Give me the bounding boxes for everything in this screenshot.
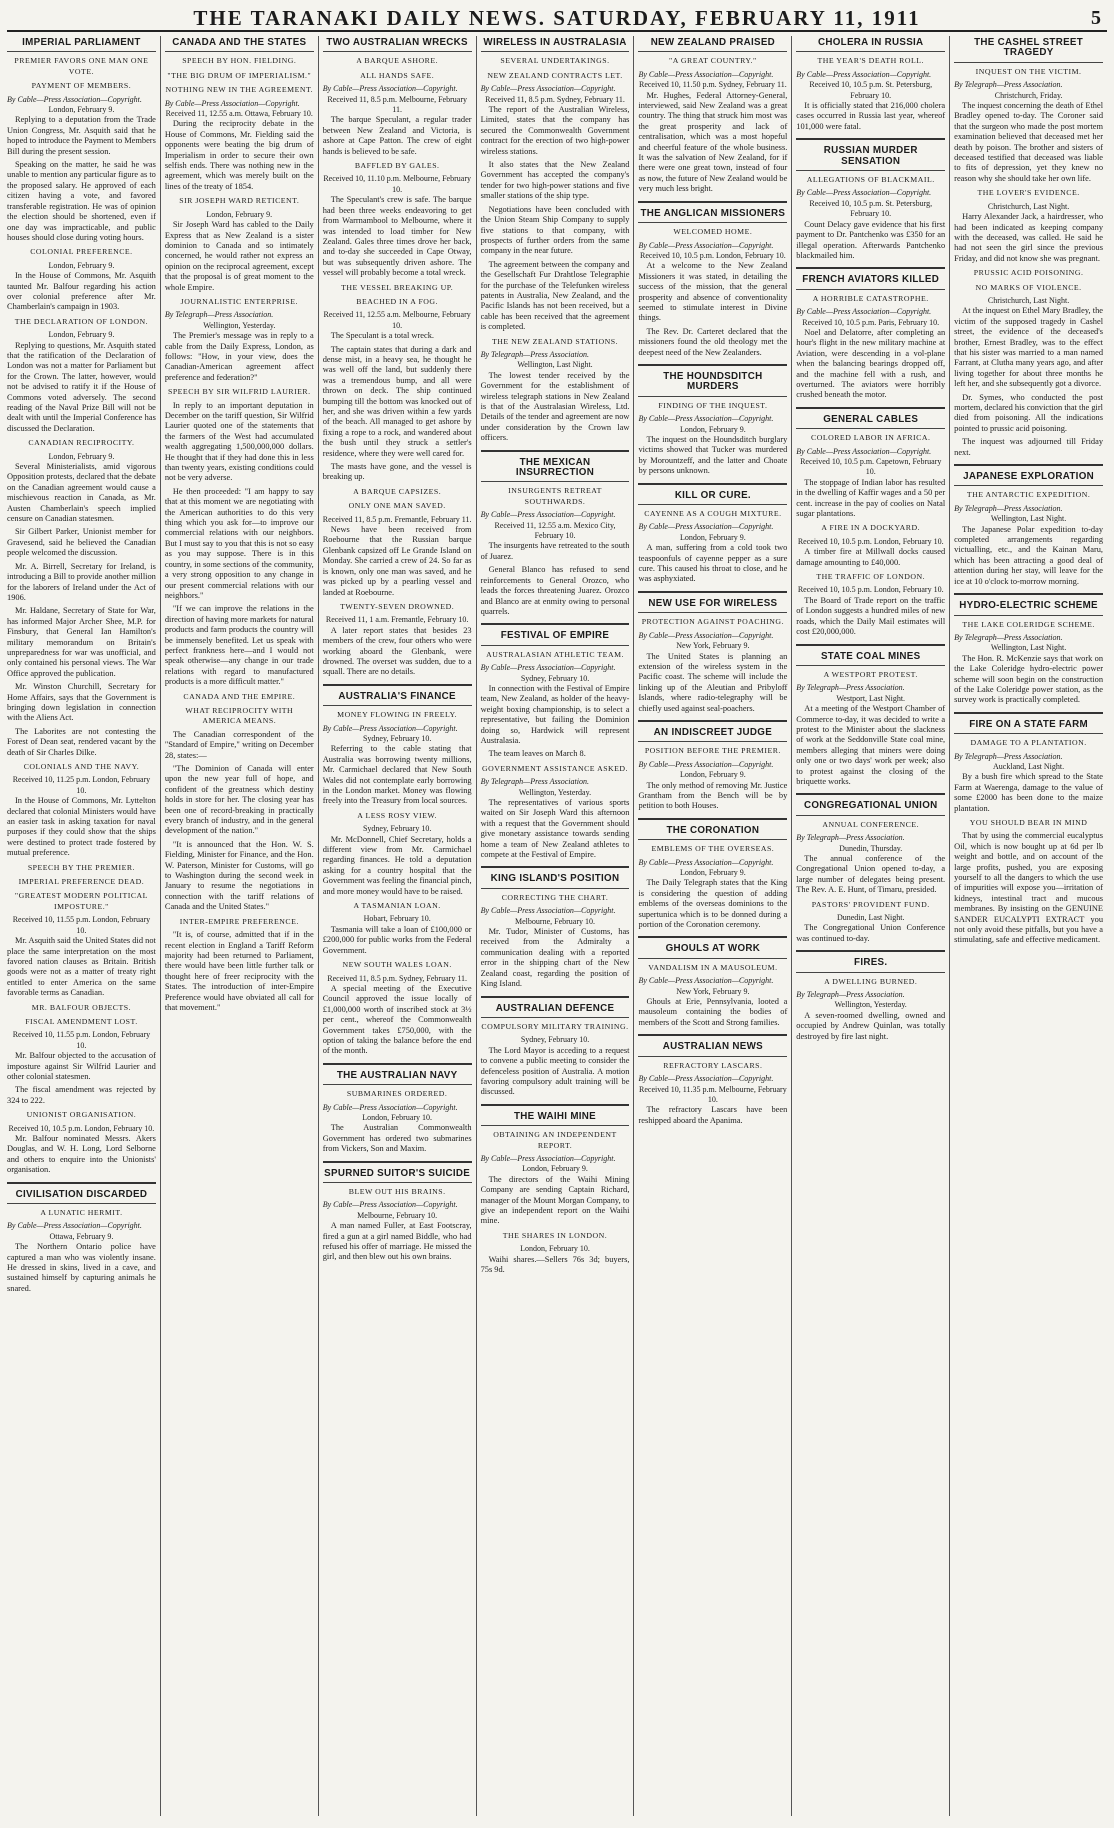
- subheading: VANDALISM IN A MAUSOLEUM.: [648, 962, 778, 972]
- dateline: Received 11, 12.55 a.m. Ottawa, February 10.: [165, 109, 313, 119]
- dateline: Received 10, 11.55 p.m. London, February 10.: [12, 1030, 151, 1050]
- byline: By Telegraph—Press Association.: [796, 990, 905, 1000]
- byline: By Cable—Press Association—Copyright.: [322, 1102, 458, 1112]
- byline: By Cable—Press Association—Copyright.: [322, 723, 458, 733]
- subheading: OBTAINING AN INDEPENDENT REPORT.: [493, 1130, 617, 1150]
- byline: By Cable—Press Association—Copyright.: [796, 188, 932, 198]
- article-text: "The Dominion of Canada will enter upon the new year full of hope, and confident of the greatness which destiny holds in store for her. The closing year has been one of record-breaking in practically every branch of industry, and in the general development of the nation.": [164, 764, 314, 836]
- byline: By Cable—Press Association—Copyright.: [480, 663, 616, 673]
- subheading: POSITION BEFORE THE PREMIER.: [644, 746, 781, 756]
- article-text: The Canadian correspondent of the "Standard of Empire," writing on December 28, states:—: [164, 729, 314, 760]
- dateline: Received 10, 11.10 p.m. Melbourne, February 10.: [323, 174, 471, 194]
- subheading: CANADA AND THE EMPIRE.: [183, 691, 296, 701]
- subheading: PRUSSIC ACID POISONING.: [973, 268, 1084, 278]
- subheading: BLEW OUT HIS BRAINS.: [348, 1187, 446, 1196]
- article-text: At a welcome to the New Zealand Missioners it was stated, in detailing the success of the mission, that the general prosperity and absence of conventionality seemed to stimulate interest in Divine things.: [638, 261, 788, 323]
- article-heading: STATE COAL MINES: [796, 644, 945, 666]
- dateline: Received 11, 8.5 p.m. Sydney, February 11.: [485, 94, 625, 104]
- article-text: The Northern Ontario police have captured a man who was violently insane. He dressed in skins, lived in a cave, and sustained himself by capturing animals he snared.: [7, 1242, 156, 1293]
- byline: By Cable—Press Association—Copyright.: [638, 240, 774, 250]
- article-text: The Premier's message was in reply to a cable from the Daily Express, London, as follows: "How, in your view, does the Canadian-American agreement affect preference and federation?": [164, 331, 314, 382]
- article-text: A special meeting of the Executive Council approved the issue locally of £1,000,000 worth of inscribed stock at 3½ per cent., whereof the Commonwealth Government takes £750,000, with the option of taking the balance before the end of the month.: [322, 983, 472, 1056]
- article-text: Sir Gilbert Parker, Unionist member for Gravesend, said he believed the Canadian people welcomed the discussion.: [7, 527, 156, 558]
- article-text: Mr. Hughes, Federal Attorney-General, interviewed, said New Zealand was a great country. The thing that struck him most was the great prosperity and lack of centralisation, which was a most hopeful and cheerful feature of the whole business. It was the salvation of New Zealand, for if there were one great town, instead of four as now, the future of New Zealand would be very much less bright.: [638, 90, 788, 194]
- subheading: THE NEW ZEALAND STATIONS.: [491, 336, 619, 346]
- article-text: The agreement between the company and the Gesellschaft Fur Drahtlose Telegraphie for the purchase of the Telefunken wireless patents in Australia, New Zealand, and the Pacific Islands has not been received, but a cable has been received that the agreement is completed.: [480, 259, 630, 332]
- article-text: In connection with the Festival of Empire team, New Zealand, as holder of the heavy-weight boxing championship, is to select a representative, but failing the Dominion doing so, Hardwick will represent Australasia.: [480, 683, 630, 745]
- byline: By Telegraph—Press Association.: [954, 80, 1063, 90]
- subheading: A BARQUE ASHORE.: [356, 56, 439, 66]
- article-heading: AUSTRALIA'S FINANCE: [323, 684, 472, 706]
- column-heading: TWO AUSTRALIAN WRECKS: [323, 38, 472, 52]
- article-heading: THE CORONATION: [638, 818, 787, 840]
- subheading: INSURGENTS RETREAT SOUTHWARDS.: [508, 486, 602, 506]
- article-text: Replying to questions, Mr. Asquith stated that the ratification of the Declaration of London was not a matter for Parliament but for the Crown. The latter, however, would not be advised to ratify it if the House of Commons voted adversely. The second reading of the Naval Prize Bill will not be dealt with until the Imperial Conference has discussed the Declaration.: [7, 340, 156, 433]
- dateline: London, February 9.: [48, 330, 115, 340]
- column-heading: THE CASHEL STREET TRAGEDY: [954, 38, 1103, 63]
- dateline: Sydney, February 10.: [362, 824, 432, 834]
- dateline: Christchurch, Last Night.: [987, 295, 1070, 305]
- dateline: Received 10, 10.5 p.m. Capetown, February 10.: [800, 457, 942, 477]
- article-text: The Rev. Dr. Carteret declared that the missioners found the old theology met the deepest need of the New Zealanders.: [638, 326, 788, 357]
- subheading: CORRECTING THE CHART.: [501, 892, 609, 902]
- byline: By Telegraph—Press Association.: [954, 632, 1063, 642]
- masthead-title: THE TARANAKI DAILY NEWS. SATURDAY, FEBRUARY 11, 1911: [193, 6, 921, 30]
- byline: By Cable—Press Association—Copyright.: [164, 98, 300, 108]
- dateline: London, February 10.: [520, 1244, 590, 1254]
- article-heading: HYDRO-ELECTRIC SCHEME: [954, 593, 1103, 615]
- subheading: NO MARKS OF VIOLENCE.: [975, 282, 1082, 292]
- article-text: The insurgents have retreated to the south of Juarez.: [480, 541, 630, 561]
- subheading: THE YEAR'S DEATH ROLL.: [817, 56, 924, 66]
- article-heading: AUSTRALIAN DEFENCE: [481, 996, 630, 1018]
- article-heading: FIRES.: [796, 950, 945, 972]
- subheading: REFRACTORY LASCARS.: [663, 1060, 763, 1070]
- article-text: "It is, of course, admitted that if in the recent election in England a Tariff Reform majority had been returned to Parliament, there would have been little further talk or thought here of freer reciprocity with the States. The introduction of inter-Empire Preference would have obviated all call for that movement.": [164, 930, 314, 1012]
- subheading: PASTORS' PROVIDENT FUND.: [811, 899, 930, 909]
- article-text: The Hon. R. McKenzie says that work on the Lake Coleridge hydro-electric power scheme will soon begin on the construction of the Lake Coleridge power station, as the survey work is practically completed.: [954, 653, 1104, 705]
- article-heading: CONGREGATIONAL UNION: [796, 793, 945, 815]
- byline: By Telegraph—Press Association.: [796, 683, 905, 693]
- article-text: The captain states that during a dark and dense mist, in a heavy sea, he thought he was well off the land, but suddenly there was a tremendous bump, and all were thrown on deck. The ship continued bumping till the bottom was knocked out of her, and she was driven within a few yards of the beach. All managed to get ashore by fixing a rope to a rock, and wandered about the bush until they struck a settler's residence, where they were well cared for.: [322, 344, 472, 458]
- dateline: London, February 9.: [48, 260, 115, 270]
- byline: By Telegraph—Press Association.: [954, 503, 1063, 513]
- article-heading: GHOULS AT WORK: [638, 936, 787, 958]
- article-text: General Blanco has refused to send reinforcements to General Orozco, who leads the forces threatening Juarez. Orozco and Blanco are at enmity owing to personal quarrels.: [480, 565, 630, 616]
- subheading: A BARQUE CAPSIZES.: [353, 486, 442, 496]
- article-heading: NEW USE FOR WIRELESS: [638, 591, 787, 613]
- dateline: Received 10, 10.5 p.m. London, February 10.: [639, 250, 786, 260]
- byline: By Telegraph—Press Association.: [480, 777, 589, 787]
- article-text: The Japanese Polar expedition to-day completed arrangements regarding victualling, etc., and the Kainan Maru, which has been attracting a good deal of attention during her stay, will leave for the ice at 10 o'clock to-morrow morning.: [954, 524, 1104, 586]
- article-text: Dr. Symes, who conducted the post mortem, declared his conviction that the girl died from poisoning. All the indications pointed to prussic acid poisoning.: [954, 392, 1104, 433]
- subheading: THE LOVER'S EVIDENCE.: [977, 188, 1080, 198]
- article-text: The barque Speculant, a regular trader between New Zealand and Victoria, is ashore at Cape Patton. The crew of eight hands is believed to be safe.: [322, 115, 472, 156]
- subheading: TWENTY-SEVEN DROWNED.: [340, 601, 455, 611]
- dateline: London, February 9.: [522, 1164, 588, 1174]
- subheading: THE SHARES IN LONDON.: [502, 1230, 608, 1240]
- dateline: Received 11, 8.5 p.m. Fremantle, February 11.: [322, 514, 472, 524]
- article-text: Count Delacy gave evidence that his first payment to Dr. Pantchenko was £350 for an illegal operation. Afterwards Pantchenko blackmailed him.: [796, 219, 946, 260]
- byline: By Cable—Press Association—Copyright.: [638, 1074, 774, 1084]
- subheading: "GREATEST MODERN POLITICAL IMPOSTURE.": [14, 891, 148, 911]
- subheading: "A GREAT COUNTRY.": [669, 56, 757, 66]
- byline: By Cable—Press Association—Copyright.: [480, 1153, 616, 1163]
- byline: By Cable—Press Association—Copyright.: [638, 522, 774, 532]
- article-text: The report of the Australian Wireless, Limited, states that the company has secured the Commonwealth Government contract for the erection of two high-power wireless stations.: [480, 105, 630, 156]
- subheading: THE LAKE COLERIDGE SCHEME.: [962, 619, 1095, 629]
- dateline: Received 10, 11.25 p.m. London, February 10.: [12, 775, 151, 795]
- article-heading: THE WAIHI MINE: [481, 1104, 630, 1126]
- subheading: THE VESSEL BREAKING UP.: [341, 282, 454, 292]
- subheading: SUBMARINES ORDERED.: [346, 1089, 448, 1099]
- article-text: That by using the commercial eucalyptus Oil, which is now bought up at 6d per lb weight and bottle, and on account of the large profits, pushed, you are exposing yourself to all the dangers to which the use of impurities will expose you—irritation of kidneys, intestinal tract and mucous membranes. By insisting on the GENUINE SANDER EUCALYPTI EXTRACT you not only avoid these pitfalls, but you have a stimulating, safe and effective medicament.: [954, 831, 1104, 945]
- subheading: A WESTPORT PROTEST.: [823, 669, 918, 679]
- byline: By Cable—Press Association—Copyright.: [796, 307, 932, 317]
- dateline: Received 10, 10.5 p.m. London, February 10.: [8, 1123, 155, 1133]
- article-text: A timber fire at Millwall docks caused damage amounting to £40,000.: [796, 547, 946, 567]
- byline: By Cable—Press Association—Copyright.: [638, 976, 774, 986]
- article-text: The Australian Commonwealth Government has ordered two submarines from Vickers, Son and Maxim.: [322, 1123, 472, 1154]
- dateline: Received 10, 10.5 p.m. London, February 10.: [797, 585, 944, 595]
- subheading: NOTHING NEW IN THE AGREEMENT.: [165, 85, 314, 95]
- subheading: WELCOMED HOME.: [673, 227, 753, 237]
- dateline: Received 11, 8.5 p.m. Sydney, February 11.: [327, 973, 468, 983]
- subheading: JOURNALISTIC ENTERPRISE.: [180, 296, 298, 306]
- column: [949, 36, 1107, 1816]
- article-heading: CIVILISATION DISCARDED: [7, 1182, 156, 1204]
- article-heading: THE MEXICAN INSURRECTION: [481, 450, 630, 483]
- column: [7, 36, 160, 1816]
- byline: By Telegraph—Press Association.: [164, 310, 274, 320]
- column: [318, 36, 476, 1816]
- article-text: Waihi shares.—Sellers 76s 3d; buyers, 75s 9d.: [480, 1254, 630, 1275]
- article-text: In the House of Commons, Mr. Asquith taunted Mr. Balfour regarding his action over colonial preference after Mr. Chamberlain's campaign in 1903.: [7, 271, 156, 312]
- column-heading: CHOLERA IN RUSSIA: [796, 38, 945, 52]
- article-text: The directors of the Waihi Mining Company are sending Captain Richard, manager of the Mount Morgan Company, to give an independent report on the Waihi mine.: [480, 1174, 630, 1226]
- article-text: The team leaves on March 8.: [488, 749, 586, 759]
- article-text: At a meeting of the Westport Chamber of Commerce to-day, it was decided to write a protest to the Minister about the slackness of work at the Seddonville State coal mine, members alleging that miners were doing only one or two days' work per week; also to protest against the closing of the briquette works.: [796, 704, 946, 786]
- byline: By Cable—Press Association—Copyright.: [638, 759, 774, 769]
- dateline: Dunedin, Last Night.: [836, 913, 905, 923]
- article-text: A later report states that besides 23 members of the crew, four others who were working aboard the Glenbank, were drowned. The overset was sudden, due to a squall. There are no details.: [322, 625, 472, 677]
- dateline: Westport, Last Night.: [836, 693, 906, 703]
- dateline: New York, February 9.: [676, 641, 750, 651]
- newspaper-page: [7, 6, 1107, 1816]
- dateline: London, February 9.: [679, 532, 746, 542]
- column: [476, 36, 634, 1816]
- byline: By Cable—Press Association—Copyright.: [7, 1221, 142, 1231]
- dateline: Auckland, Last Night.: [993, 761, 1065, 771]
- subheading: IMPERIAL PREFERENCE DEAD.: [18, 877, 145, 887]
- dateline: London, February 10.: [362, 1112, 433, 1122]
- article-text: The fiscal amendment was rejected by 324 to 222.: [7, 1085, 156, 1105]
- byline: By Cable—Press Association—Copyright.: [480, 906, 616, 916]
- article-text: In reply to an important deputation in December on the tariff question, Sir Wilfrid Laurier quoted one of the statements that the farmers of the West had accumulated wealth aggregating 1,500,000,000 dollars. He thought that if they had done this in less than twenty years, existing conditions could not be very adverse.: [164, 400, 314, 483]
- article-text: Mr. Haldane, Secretary of State for War, has informed Major Archer Shee, M.P. for Finsbury, that General Ian Hamilton's military memorandum on Britain's unpreparedness for war was unofficial, and only contained his personal views. The War Office approved the publication.: [7, 606, 156, 678]
- subheading: A LUNATIC HERMIT.: [40, 1208, 123, 1218]
- article-text: The inquest on the Houndsditch burglary victims showed that Tucker was murdered by Morountzeff, and the latter and Choate by persons unknown.: [638, 435, 788, 476]
- subheading: SPEECH BY HON. FIELDING.: [182, 56, 297, 66]
- byline: By Telegraph—Press Association.: [954, 751, 1063, 761]
- article-text: The inquest was adjourned till Friday next.: [954, 437, 1104, 457]
- article-text: Tasmania will take a loan of £100,000 or £200,000 for public works from the Federal Government.: [322, 924, 472, 955]
- dateline: Christchurch, Friday.: [994, 90, 1063, 100]
- subheading: ALL HANDS SAFE.: [360, 70, 435, 80]
- article-text: Mr. Balfour objected to the accusation of imposture against Sir Wilfrid Laurier and other colonial statesmen.: [7, 1051, 156, 1081]
- dateline: Melbourne, February 10.: [357, 1210, 438, 1220]
- article-text: It is officially stated that 216,000 cholera cases occurred in Russia last year, whereof 101,000 were fatal.: [796, 101, 946, 131]
- article-text: It also states that the New Zealand Government has accepted the company's tender for two high-power stations and five smaller stations of the ship type.: [480, 160, 630, 201]
- dateline: London, February 9.: [48, 105, 115, 115]
- dateline: Received 10, 10.5 p.m. St. Petersburg, February 10.: [809, 80, 933, 100]
- dateline: Hobart, February 10.: [363, 914, 431, 924]
- dateline: Received 11, 12.55 a.m. Mexico City, February 10.: [494, 520, 616, 541]
- subheading: COLORED LABOR IN AFRICA.: [811, 433, 931, 443]
- page-number: 5: [1091, 7, 1103, 29]
- masthead: [7, 6, 1107, 32]
- subheading: UNIONIST ORGANISATION.: [26, 1110, 137, 1120]
- dateline: Wellington, Yesterday.: [518, 787, 592, 797]
- column-heading: NEW ZEALAND PRAISED: [638, 38, 787, 52]
- article-text: In the House of Commons, Mr. Lyttelton declared that colonial Ministers would have an easier task in asking taxation for naval purposes if they could show that the ships were destined to protect trade fostered by mutual preference.: [7, 796, 156, 858]
- subheading: NEW ZEALAND CONTRACTS LET.: [487, 70, 623, 80]
- article-text: The masts have gone, and the vessel is breaking up.: [322, 462, 472, 482]
- article-text: Ghouls at Erie, Pennsylvania, looted a mausoleum containing the bodies of members of the Scott and Strong families.: [638, 997, 788, 1027]
- subheading: THE TRAFFIC OF LONDON.: [816, 572, 926, 582]
- columns-container: [7, 36, 1107, 1816]
- subheading: CANADIAN RECIPROCITY.: [28, 438, 135, 448]
- article-heading: THE ANGLICAN MISSIONERS: [638, 201, 787, 223]
- dateline: Wellington, Last Night.: [517, 360, 593, 370]
- dateline: Wellington, Last Night.: [990, 514, 1067, 524]
- article-text: A man named Fuller, at East Footscray, fired a gun at a girl named Biddle, who had refused his offer of marriage. He missed the girl, and then blew out his own brains.: [322, 1221, 472, 1262]
- byline: By Cable—Press Association—Copyright.: [480, 510, 616, 520]
- dateline: Received 11, 8.5 p.m. Melbourne, February 11.: [327, 94, 467, 115]
- subheading: AUSTRALASIAN ATHLETIC TEAM.: [486, 649, 624, 659]
- subheading: ANNUAL CONFERENCE.: [822, 819, 920, 829]
- article-text: Harry Alexander Jack, a hairdresser, who had been indicated as keeping company with the deceased, was called. He said he had not seen the girl since the previous Friday, and did not know she was pregnant.: [954, 212, 1104, 263]
- subheading: NEW SOUTH WALES LOAN.: [342, 960, 452, 970]
- article-text: The Laborites are not contesting the Forest of Dean seat, rendered vacant by the death of Sir Charles Dilke.: [7, 726, 156, 757]
- subheading: GOVERNMENT ASSISTANCE ASKED.: [482, 763, 629, 773]
- subheading: INQUEST ON THE VICTIM.: [975, 66, 1082, 76]
- subheading: COLONIAL PREFERENCE.: [30, 247, 133, 257]
- article-text: The lowest tender received by the Government for the establishment of wireless telegraph stations in New Zealand is that of the Australasian Wireless, Ltd. Details of the tender and agreement are now under consideration by the Crown law officers.: [480, 370, 630, 443]
- article-text: He then proceeded: "I am happy to say that at this moment we are negotiating with the American authorities to do this very thing which you ask for—to improve our commercial relations with our neighbors. But I must say to you that this is not so easy as you may suppose. There is in this country, in some sections of the community, a very strong opposition to any change in our present commercial relations with our neighbors.": [164, 486, 314, 600]
- article-text: Mr. Balfour nominated Messrs. Akers Douglas, and W. H. Long, Lord Selborne and others to enquire into the Unionists' organisation.: [7, 1134, 156, 1175]
- column-heading: WIRELESS IN AUSTRALASIA: [481, 38, 630, 52]
- subheading: BAFFLED BY GALES.: [354, 161, 440, 171]
- article-text: The inquest concerning the death of Ethel Bradley opened to-day. The Coroner said that the surgeon who made the post mortem examination believed that deceased met her death by poison. The brother and sisters of deceased testified that deceased was liable to fits of depression, yet they knew no reason why she should take her own life.: [954, 101, 1104, 183]
- article-text: The Speculant is a total wreck.: [330, 331, 434, 341]
- subheading: A LESS ROSY VIEW.: [357, 810, 437, 820]
- article-text: Mr. Asquith said the United States did not place the same interpretation on the most favored nation clauses as Britain. British goods were not as a matter of treaty right entitled to enter America on the same favorable terms as Canadian.: [7, 936, 156, 998]
- subheading: DAMAGE TO A PLANTATION.: [970, 738, 1087, 748]
- byline: By Cable—Press Association—Copyright.: [7, 94, 142, 104]
- dateline: London, February 9.: [679, 770, 746, 780]
- dateline: Received 10, 10.5 p.m. Paris, February 10.: [802, 317, 940, 327]
- article-text: News have been received from Roebourne that the Russian barque Glenbank capsized off Le Grande Island on Monday. She carried a crew of 24. So far as is known, only one man was saved, and he was picked up by a pearling vessel and landed at Roebourne.: [322, 525, 472, 597]
- dateline: Ottawa, February 9.: [49, 1231, 114, 1241]
- subheading: INTER-EMPIRE PREFERENCE.: [179, 916, 299, 926]
- subheading: EMBLEMS OF THE OVERSEAS.: [651, 844, 775, 854]
- byline: By Cable—Press Association—Copyright.: [322, 1200, 458, 1210]
- article-text: "It is announced that the Hon. W. S. Fielding, Minister for Finance, and the Hon. W. Paterson, Minister for Customs, will go to Washington during the second week in January to resume the negotiations in connection with the tariff relations of Canada and the United States.": [164, 839, 314, 912]
- article-heading: GENERAL CABLES: [796, 407, 945, 429]
- article-text: "If we can improve the relations in the direction of having more markets for natural products and farm products the country will be immensely benefited. Let us speak with perfect frankness here—and I would not speak otherwise—any change in our trade relations with regard to manufactured products is a more difficult matter.": [164, 604, 314, 687]
- article-heading: FESTIVAL OF EMPIRE: [481, 623, 630, 645]
- dateline: London, February 9.: [48, 451, 115, 461]
- column-heading: IMPERIAL PARLIAMENT: [7, 38, 156, 52]
- subheading: PROTECTION AGAINST POACHING.: [641, 617, 785, 627]
- dateline: Wellington, Last Night.: [990, 643, 1067, 653]
- dateline: London, February 9.: [679, 868, 746, 877]
- article-text: Referring to the cable stating that Australia was borrowing twenty millions, Mr. Carmichael declared that New South Wales did not contemplate early borrowing in the London market. Money was flowing freely into the Treasury from local sources.: [322, 744, 472, 806]
- subheading: MONEY FLOWING IN FREELY.: [337, 710, 458, 720]
- dateline: New York, February 9.: [676, 986, 750, 996]
- subheading: FISCAL AMENDMENT LOST.: [25, 1016, 138, 1026]
- article-text: Sir Joseph Ward has cabled to the Daily Express that as New Zealand is a sister dominion to Canada and so intimately concerned, he would rather not express an opinion on the reciprocal agreement, except that the proposal is of great moment to the whole Empire.: [164, 220, 314, 292]
- dateline: London, February 9.: [206, 209, 273, 219]
- column: [160, 36, 318, 1816]
- article-text: Several Ministerialists, amid vigorous Opposition protests, declared that the debate on the Canadian agreement would cause a mischievous reaction in Canada, as Mr. Austen Chamberlain's speech implied censure on Canadian statesmen.: [7, 462, 156, 524]
- article-text: The Daily Telegraph states that the King is considering the question of adding emblems of the overseas dominions to the supertunica which is to be donned during a portion of the Coronation ceremony.: [638, 878, 788, 930]
- article-heading: FIRE ON A STATE FARM: [954, 712, 1103, 734]
- dateline: Dunedin, Thursday.: [839, 843, 903, 853]
- subheading: THE ANTARCTIC EXPEDITION.: [966, 490, 1091, 500]
- article-text: The Lord Mayor is acceding to a request to convene a public meeting to consider the defenceless position of Australia. A motion favoring compulsory adult training will be discussed.: [480, 1045, 630, 1097]
- byline: By Cable—Press Association—Copyright.: [796, 446, 932, 456]
- byline: By Cable—Press Association—Copyright.: [796, 69, 932, 79]
- dateline: Received 11, 1 a.m. Fremantle, February 10.: [325, 615, 469, 625]
- article-text: Mr. Winston Churchill, Secretary for Home Affairs, says that the Government is bringing down legislation in connection with the Aliens Act.: [7, 682, 156, 723]
- dateline: London, February 9.: [679, 424, 746, 434]
- subheading: COLONIALS AND THE NAVY.: [23, 762, 140, 771]
- article-heading: KILL OR CURE.: [638, 483, 787, 505]
- subheading: COMPULSORY MILITARY TRAINING.: [481, 1021, 629, 1031]
- subheading: "THE BIG DRUM OF IMPERIALISM.": [167, 70, 312, 80]
- dateline: Received 10, 10.5 p.m. St. Petersburg, February 10.: [809, 198, 933, 219]
- byline: By Cable—Press Association—Copyright.: [638, 630, 774, 640]
- subheading: FINDING OF THE INQUEST.: [658, 400, 768, 410]
- article-heading: AUSTRALIAN NEWS: [638, 1034, 787, 1056]
- dateline: Christchurch, Last Night.: [987, 201, 1070, 211]
- subheading: SPEECH BY SIR WILFRID LAURIER.: [168, 387, 311, 397]
- subheading: CAYENNE AS A COUGH MIXTURE.: [644, 509, 782, 519]
- article-text: At the inquest on Ethel Mary Bradley, the victim of the supposed tragedy in Cashel street, the evidence of the deceased's brother, Ernest Bradley, was to the effect that his sister was married to a man named Farrant, at Clutha many years ago, and after living together for about three months he left her, and she subsequently got a divorce.: [954, 306, 1104, 389]
- article-text: Speaking on the matter, he said he was unable to mention any particular figure as to the proposed salary. He approved of each citizen having a vote, and favored transferable registration. He was of opinion the election should be shortened, even if one day was impracticable, and public houses should close during voting hours.: [7, 160, 156, 242]
- dateline: Received 11, 12.55 a.m. Melbourne, February 10.: [323, 310, 471, 330]
- article-text: The Speculant's crew is safe. The barque had been three weeks endeavoring to get from Warrnambool to Melbourne, where it was intended to load timber for New Zealand. Gales three times drove her back, and to-day she succeeded in Cape Otway, but was subsequently driven ashore. The vessel will probably become a total wreck.: [322, 195, 472, 278]
- byline: By Cable—Press Association—Copyright.: [322, 84, 458, 94]
- dateline: Wellington, Yesterday.: [834, 1000, 907, 1010]
- dateline: Sydney, February 10.: [362, 733, 432, 743]
- article-text: A seven-roomed dwelling, owned and occupied by Andrew Quinlan, was totally destroyed by fire last night.: [796, 1010, 946, 1041]
- dateline: Received 10, 11.35 p.m. Melbourne, February 10.: [639, 1084, 787, 1104]
- byline: By Cable—Press Association—Copyright.: [638, 69, 774, 79]
- dateline: Received 10, 10.5 p.m. London, February 10.: [797, 536, 944, 546]
- dateline: Received 10, 11.50 p.m. Sydney, February 11.: [638, 80, 787, 90]
- article-text: Negotiations have been concluded with the Union Steam Ship Company to supply five stations to that company, with prospects of further orders from the same company in the near future.: [480, 204, 630, 256]
- article-text: Mr. Tudor, Minister of Customs, has received from the Admiralty a communication dealing with a reported error in the shipping chart of the New Zealand coast, regarding the position of King Island.: [480, 927, 630, 989]
- article-text: The only method of removing Mr. Justice Grantham from the Bench will be by petition to both Houses.: [638, 780, 788, 811]
- article-heading: AN INDISCREET JUDGE: [638, 720, 787, 742]
- dateline: Wellington, Yesterday.: [203, 320, 276, 330]
- article-text: The annual conference of the Congregational Union opened to-day, a large number of delegates being present. The Rev. A. E. Hunt, of Timaru, presided.: [796, 854, 946, 895]
- subheading: A DWELLING BURNED.: [824, 976, 918, 986]
- article-text: By a bush fire which spread to the State Farm at Waerenga, damage to the value of some £2000 has been done to the maize plantation.: [954, 772, 1104, 813]
- article-text: The United States is planning an extension of the wireless system in the Pacific coast. The scheme will include the linking up of the Aleutian and Pribyloff Islands, where radio-telegraphy will be chiefly used against seal-poachers.: [638, 651, 788, 713]
- subheading: A TASMANIAN LOAN.: [353, 901, 441, 911]
- dateline: Melbourne, February 10.: [515, 916, 595, 926]
- article-text: Replying to a deputation from the Trade Union Congress, Mr. Asquith said that he hoped to introduce the Payment to Members Bill during the present session.: [7, 115, 156, 156]
- article-text: A man, suffering from a cold took two teaspoonfuls of cayenne pepper as a sure cure. This caused his throat to close, and he was asphyxiated.: [638, 543, 788, 584]
- byline: By Cable—Press Association—Copyright.: [480, 84, 616, 94]
- article-text: The Congregational Union Conference was continued to-day.: [796, 923, 946, 943]
- dateline: Sydney, February 10.: [520, 673, 590, 683]
- column: [791, 36, 949, 1816]
- subheading: SEVERAL UNDERTAKINGS.: [500, 56, 610, 66]
- byline: By Cable—Press Association—Copyright.: [638, 414, 774, 424]
- subheading: PAYMENT OF MEMBERS.: [31, 81, 132, 91]
- article-text: Mr. McDonnell, Chief Secretary, holds a different view from Mr. Carmichael regarding finances. He told a deputation asking for a country hospital that the Government was feeling the financial pinch, and more money would have to be raised.: [322, 834, 472, 896]
- subheading: SIR JOSEPH WARD RETICENT.: [179, 196, 300, 206]
- subheading: PREMIER FAVORS ONE MAN ONE VOTE.: [14, 56, 149, 76]
- article-text: The refractory Lascars have been reshipped aboard the Apanima.: [638, 1105, 788, 1125]
- article-heading: KING ISLAND'S POSITION: [481, 866, 630, 888]
- subheading: BEACHED IN A FOG.: [356, 296, 438, 306]
- article-heading: THE HOUNDSDITCH MURDERS: [638, 364, 787, 397]
- dateline: Sydney, February 10.: [520, 1035, 590, 1045]
- subheading: ALLEGATIONS OF BLACKMAIL.: [806, 175, 935, 185]
- article-heading: SPURNED SUITOR'S SUICIDE: [323, 1161, 472, 1183]
- byline: By Cable—Press Association—Copyright.: [638, 857, 774, 867]
- article-heading: THE AUSTRALIAN NAVY: [323, 1063, 472, 1085]
- article-text: Mr. A. Birrell, Secretary for Ireland, is introducing a Bill to provide another million for the laborers of Ireland under the Act of 1906.: [7, 561, 156, 602]
- subheading: WHAT RECIPROCITY WITH AMERICA MEANS.: [185, 705, 294, 726]
- subheading: MR. BALFOUR OBJECTS.: [31, 1002, 132, 1012]
- article-text: The Board of Trade report on the traffic of London suggests a hundred miles of new roads, which the Daily Mail estimates will cost £20,000,000.: [796, 595, 946, 637]
- article-text: The stoppage of Indian labor has resulted in the dwelling of Kaffir wages and a 50 per cent. increase in the pay of coolies on Natal sugar plantations.: [796, 477, 946, 519]
- dateline: Received 10, 11.55 p.m. London, February 10.: [12, 915, 151, 935]
- column-heading: CANADA AND THE STATES: [165, 38, 314, 52]
- subheading: YOU SHOULD BEAR IN MIND: [969, 818, 1088, 827]
- article-text: During the reciprocity debate in the House of Commons, Mr. Fielding said the opponents were beating the big drum of Imperialism in order to secure their own selfish ends. There was nothing new in the agreement, which was merely built on the lines of the treaty of 1854.: [164, 119, 314, 191]
- article-heading: RUSSIAN MURDER SENSATION: [796, 138, 945, 171]
- column: [633, 36, 791, 1816]
- subheading: THE DECLARATION OF LONDON.: [14, 316, 149, 326]
- subheading: A HORRIBLE CATASTROPHE.: [812, 293, 929, 303]
- byline: By Telegraph—Press Association.: [796, 833, 905, 843]
- article-text: Noel and Delatorre, after completing an hour's flight in the new military machine at Aviation, were descending in a vol-plane when the balancing bearings dropped off, and the machine fell with a rush, and overturned. The aviators were horribly crushed beneath the motor.: [796, 327, 946, 400]
- article-text: The representatives of various sports waited on Sir Joseph Ward this afternoon with a request that the Government should give monetary assistance towards sending home a team of New Zealand athletes to compete at the Festival of Empire.: [480, 798, 630, 860]
- byline: By Telegraph—Press Association.: [480, 349, 589, 359]
- subheading: SPEECH BY THE PREMIER.: [27, 862, 136, 872]
- subheading: A FIRE IN A DOCKYARD.: [821, 523, 921, 533]
- subheading: ONLY ONE MAN SAVED.: [348, 501, 446, 511]
- article-heading: FRENCH AVIATORS KILLED: [796, 267, 945, 289]
- article-heading: JAPANESE EXPLORATION: [954, 464, 1103, 486]
